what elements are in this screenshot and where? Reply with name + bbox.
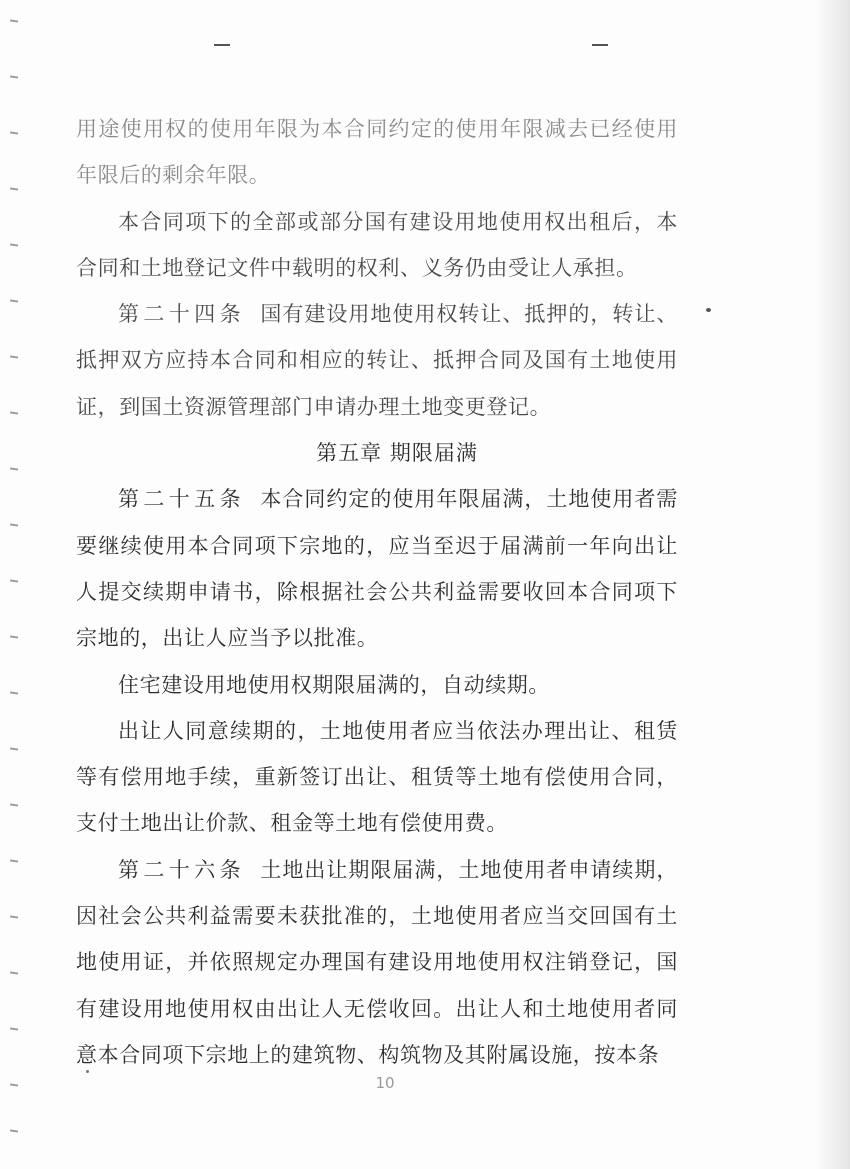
paragraph: [76, 476, 678, 661]
paragraph: [76, 199, 678, 292]
chapter-heading: 第五章 期限届满: [316, 441, 478, 466]
article-number: 第二十四条: [118, 302, 246, 327]
paragraph-text: 住宅建设用地使用权期限届满的，自动续期。: [118, 672, 550, 697]
paragraph: [76, 708, 678, 847]
paragraph: [76, 662, 678, 708]
paragraph: [76, 106, 678, 199]
top-dash-mark-left: [214, 44, 230, 46]
paragraph: [76, 291, 678, 430]
paper-edge-shade: [816, 0, 850, 1169]
paragraph-text: 用途使用权的使用年限为本合同约定的使用年限减去已经使用年限后的剩余年限。: [76, 117, 678, 188]
binding-margin-marks: [10, 20, 22, 1140]
document-body: [76, 106, 678, 1078]
scan-speck: [706, 308, 711, 312]
paragraph-text: 国有建设用地使用权转让、抵押的，转让、抵押双方应持本合同和相应的转让、抵押合同及国有土地使用证，到国土资源管理部门申请办理土地变更登记。: [76, 302, 678, 419]
article-number: 第二十六条: [118, 857, 246, 882]
paragraph-text: 出让人同意续期的，土地使用者应当依法办理出让、租赁等有偿用地手续，重新签订出让、租赁等土地有偿使用合同，支付土地出让价款、租金等土地有偿使用费。: [76, 718, 678, 836]
paragraph-text: 本合同项下的全部或部分国有建设用地使用权出租后，本合同和土地登记文件中载明的权利、义务仍由受让人承担。: [76, 209, 678, 280]
page-number: 10: [375, 1074, 395, 1092]
paragraph-text: 本合同约定的使用年限届满，土地使用者需要继续使用本合同项下宗地的，应当至迟于届满前一年向出让人提交续期申请书，除根据社会公共利益需要收回本合同项下宗地的，出让人应当予以批准。: [76, 487, 678, 651]
paragraph: [76, 847, 678, 1078]
article-number: 第二十五条: [118, 487, 246, 512]
paragraph-text: 土地出让期限届满，土地使用者申请续期，因社会公共利益需要未获批准的，土地使用者应当交回国有土地使用证，并依照规定办理国有建设用地使用权注销登记，国有建设用地使用权由出让人无偿收回。出让人和土地使用者同意本合同项下宗地上的建筑物、构筑物及其附属设施，按本条: [76, 857, 678, 1067]
top-dash-mark-right: [592, 44, 608, 46]
